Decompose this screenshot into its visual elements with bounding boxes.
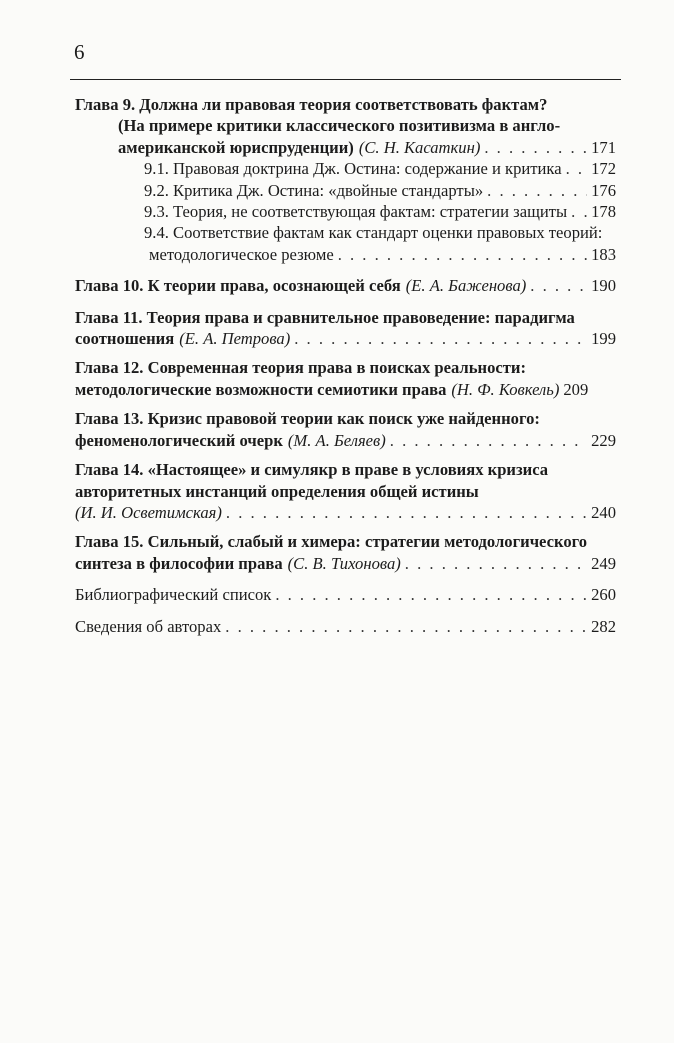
chapter-title-cont: методологические возможности семиотики права bbox=[75, 379, 447, 399]
chapter-title: Глава 13. Кризис правовой теории как поиск уже найденного: bbox=[75, 409, 540, 429]
toc-line bbox=[75, 201, 616, 222]
chapter-author: (Н. Ф. Ковкель) bbox=[451, 379, 560, 399]
toc-entry-chapter-11[interactable] bbox=[75, 307, 616, 350]
leader-dots bbox=[484, 137, 587, 158]
spacer bbox=[75, 349, 616, 357]
leader-dots bbox=[566, 158, 588, 179]
spacer bbox=[75, 400, 616, 408]
toc-line bbox=[75, 502, 616, 523]
chapter-title: Глава 10. К теории права, осознающей себя bbox=[75, 276, 401, 296]
page-ref: 176 bbox=[591, 180, 616, 200]
leader-dots bbox=[405, 553, 587, 574]
leader-dots bbox=[530, 275, 587, 296]
chapter-title: Глава 11. Теория права и сравнительное правоведение: парадигма bbox=[75, 307, 575, 327]
section-title: 9.1. Правовая доктрина Дж. Остина: содержание и критика bbox=[144, 159, 562, 179]
toc-line bbox=[75, 158, 616, 179]
leader-dots bbox=[390, 430, 587, 451]
toc-entry-about-authors[interactable] bbox=[75, 616, 616, 637]
spacer bbox=[75, 574, 616, 584]
page-ref: 229 bbox=[591, 430, 616, 450]
table-of-contents bbox=[75, 94, 616, 637]
toc-entry-chapter-14[interactable] bbox=[75, 459, 616, 523]
chapter-title: Глава 9. Должна ли правовая теория соответствовать фактам? bbox=[75, 95, 548, 114]
toc-line bbox=[75, 553, 616, 574]
chapter-title: Глава 14. «Настоящее» и симулякр в праве в условиях кризиса bbox=[75, 460, 549, 480]
toc-line bbox=[75, 222, 616, 243]
spacer bbox=[75, 297, 616, 307]
toc-entry-section-9-4[interactable] bbox=[75, 222, 616, 265]
page-ref: 190 bbox=[591, 276, 616, 296]
leader-dots bbox=[275, 584, 587, 605]
page-ref: 240 bbox=[591, 502, 616, 522]
chapter-author: (И. И. Осветимская) bbox=[75, 502, 222, 522]
page-ref: 178 bbox=[591, 202, 616, 222]
leader-dots bbox=[294, 328, 587, 349]
page-ref: 282 bbox=[591, 616, 616, 636]
leader-dots bbox=[571, 201, 587, 222]
section-title: 9.4. Соответствие фактам как стандарт оценки правовых теорий: bbox=[144, 223, 603, 243]
page-ref: 209 bbox=[563, 379, 589, 399]
toc-line bbox=[75, 481, 616, 502]
toc-line bbox=[75, 408, 616, 429]
section-title: 9.2. Критика Дж. Остина: «двойные стандарты» bbox=[144, 180, 484, 200]
toc-entry-chapter-12[interactable] bbox=[75, 357, 616, 400]
toc-line bbox=[75, 584, 616, 605]
chapter-title: Глава 12. Современная теория права в поисках реальности: bbox=[75, 358, 526, 378]
chapter-author: (М. А. Беляев) bbox=[287, 430, 386, 450]
toc-entry-section-9-1[interactable] bbox=[75, 158, 616, 179]
leader-dots bbox=[338, 244, 587, 265]
spacer bbox=[75, 451, 616, 459]
toc-line bbox=[75, 430, 616, 451]
section-title-cont: методологическое резюме bbox=[149, 244, 334, 264]
toc-line bbox=[75, 137, 616, 158]
toc-entry-chapter-13[interactable] bbox=[75, 408, 616, 451]
header-rule bbox=[70, 79, 621, 80]
toc-line bbox=[75, 115, 616, 136]
toc-line bbox=[75, 616, 616, 637]
page-number: 6 bbox=[74, 40, 85, 64]
toc-line bbox=[75, 357, 616, 378]
chapter-author: (С. В. Тихонова) bbox=[287, 553, 401, 573]
chapter-title-cont: авторитетных инстанций определения общей истины bbox=[75, 481, 479, 501]
toc-line bbox=[75, 244, 616, 265]
chapter-title-cont: синтеза в философии права bbox=[75, 553, 283, 573]
section-title: Сведения об авторах bbox=[75, 616, 222, 636]
toc-line bbox=[75, 94, 616, 115]
toc-line bbox=[75, 328, 616, 349]
toc-line bbox=[75, 275, 616, 296]
chapter-author: (Е. А. Баженова) bbox=[405, 276, 527, 296]
chapter-title-cont: соотношения bbox=[75, 329, 175, 349]
spacer bbox=[75, 606, 616, 616]
leader-dots bbox=[226, 502, 587, 523]
toc-entry-bibliography[interactable] bbox=[75, 584, 616, 605]
toc-line bbox=[75, 180, 616, 201]
toc-line bbox=[75, 307, 616, 328]
spacer bbox=[75, 523, 616, 531]
chapter-author: (С. Н. Касаткин) bbox=[358, 137, 481, 157]
toc-line bbox=[75, 379, 616, 400]
toc-entry-section-9-2[interactable] bbox=[75, 180, 616, 201]
leader-dots bbox=[487, 180, 587, 201]
page-ref: 183 bbox=[591, 244, 616, 264]
leader-dots bbox=[225, 616, 587, 637]
chapter-title-cont: феноменологический очерк bbox=[75, 430, 283, 450]
section-title: 9.3. Теория, не соответствующая фактам: стратегии защиты bbox=[144, 202, 568, 222]
spacer bbox=[75, 265, 616, 275]
section-title: Библиографический список bbox=[75, 585, 272, 605]
chapter-title: Глава 15. Сильный, слабый и химера: стратегии методологического bbox=[75, 532, 588, 552]
page-ref: 260 bbox=[591, 585, 616, 605]
toc-line bbox=[75, 459, 616, 480]
page-ref: 172 bbox=[591, 159, 616, 179]
toc-entry-chapter-9[interactable] bbox=[75, 94, 616, 158]
toc-entry-chapter-15[interactable] bbox=[75, 531, 616, 574]
page-ref: 171 bbox=[591, 137, 616, 157]
toc-entry-section-9-3[interactable] bbox=[75, 201, 616, 222]
page-ref: 249 bbox=[591, 553, 616, 573]
chapter-author: (Е. А. Петрова) bbox=[179, 329, 291, 349]
page-ref: 199 bbox=[591, 329, 616, 349]
chapter-title-cont: американской юриспруденции) bbox=[118, 137, 354, 157]
toc-entry-chapter-10[interactable] bbox=[75, 275, 616, 296]
toc-line bbox=[75, 531, 616, 552]
chapter-title-cont: (На примере критики классического позитивизма в англо- bbox=[118, 116, 561, 136]
